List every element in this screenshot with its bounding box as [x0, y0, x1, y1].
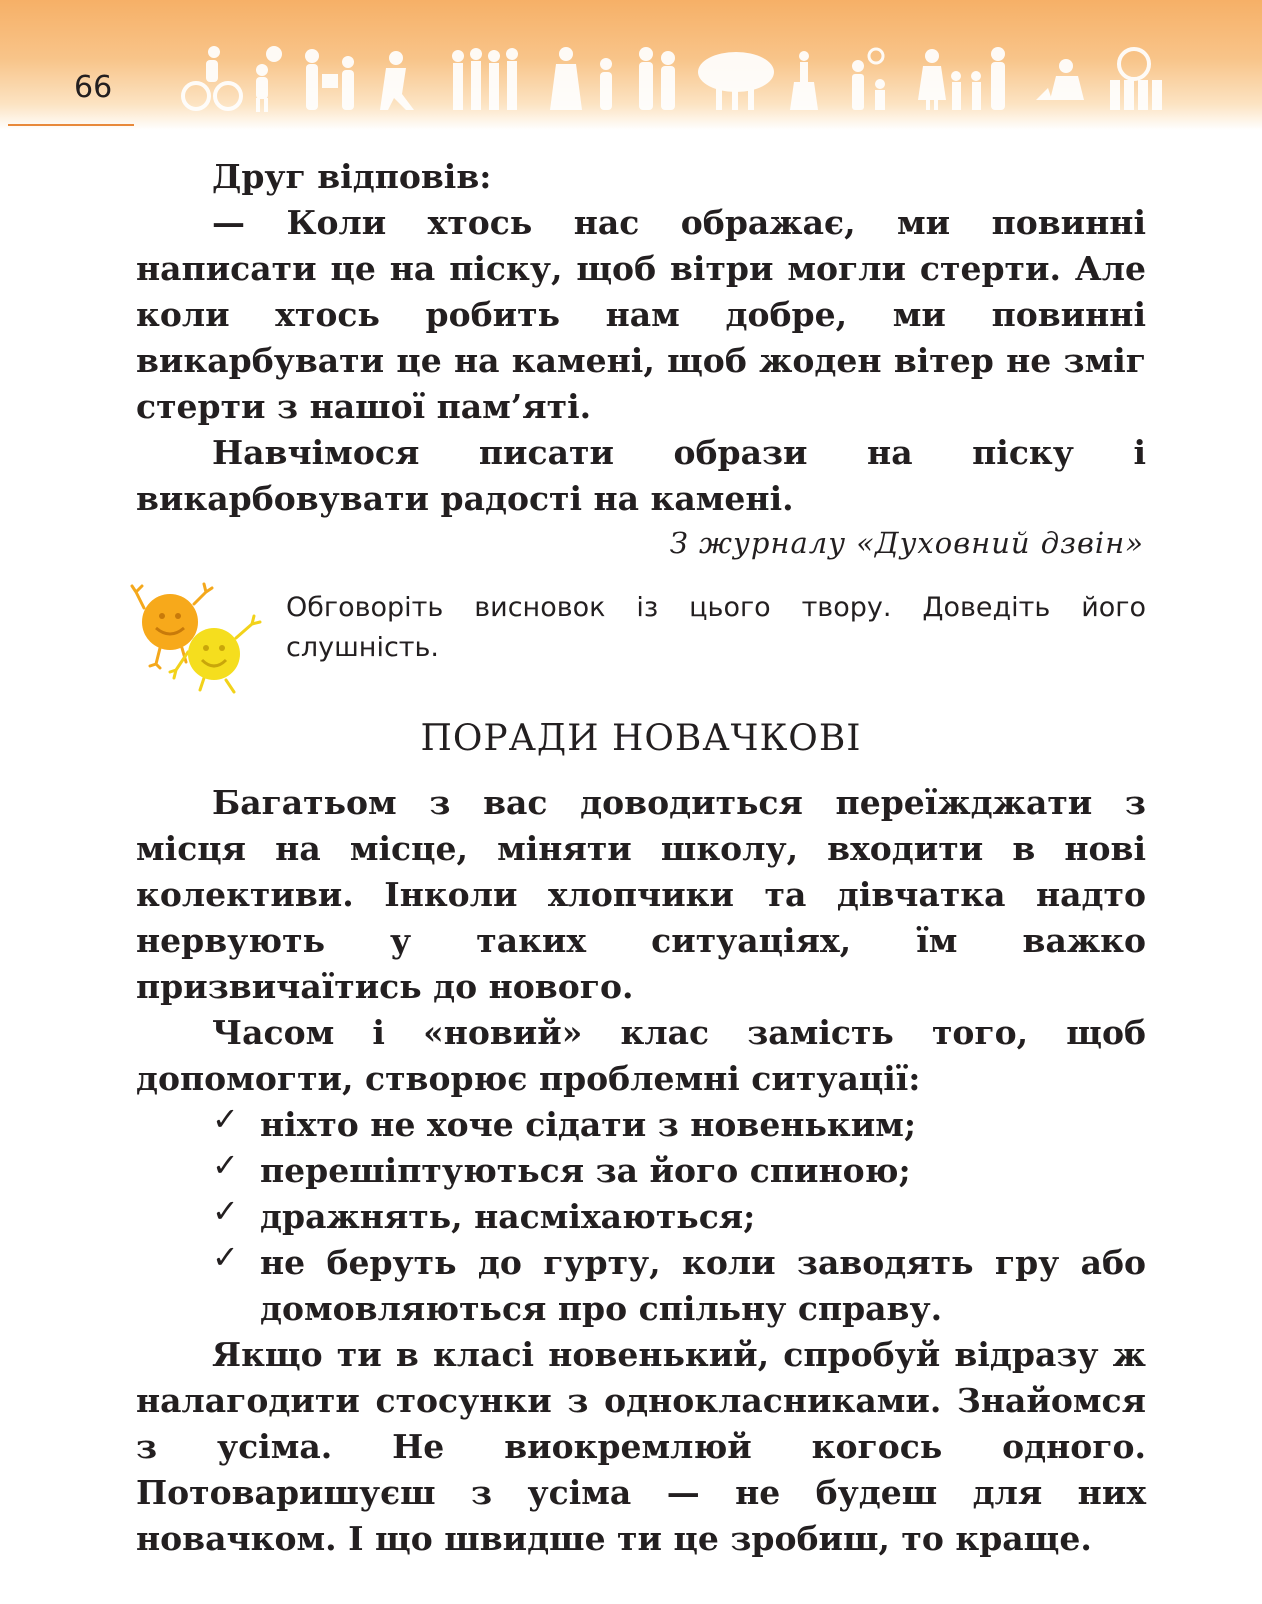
people-gift-icon — [305, 49, 354, 110]
family-icon — [639, 47, 675, 110]
list-item-text: перешіптуються за його спиною; — [260, 1151, 911, 1190]
check-icon: ✓ — [212, 1192, 239, 1230]
story-paragraph: — Коли хтось нас ображає, ми повинні написати це на піску, щоб вітри могли стерти. Але коли хтось робить нам добре, ми повинні викарбувати це на камені, щоб жоден вітер не зміг стерти з нашої пам’яті. — [136, 203, 1146, 426]
check-icon: ✓ — [212, 1146, 239, 1184]
list-item — [136, 1148, 1146, 1194]
header-rule — [8, 124, 134, 126]
check-icon: ✓ — [212, 1100, 239, 1138]
smileys-icon — [130, 582, 270, 694]
story-source: З журналу «Духовний дзвін» — [669, 526, 1144, 560]
story-paragraph: Навчімося писати образи на піску і викарбовувати радості на камені. — [136, 433, 1146, 518]
list-item — [136, 1194, 1146, 1240]
list-item-text: дражнять, насміхаються; — [260, 1197, 756, 1236]
header-figures — [176, 44, 1176, 114]
page-number: 66 — [74, 70, 113, 105]
list-item-text: не беруть до гурту, коли заводять гру або домовляються про спільну справу. — [260, 1243, 1146, 1328]
section-title: ПОРАДИ НОВАЧКОВІ — [420, 718, 862, 759]
section-paragraph: Часом і «новий» клас замість того, щоб допомогти, створює проблемні ситуації: — [136, 1013, 1146, 1098]
family-walk-icon — [918, 47, 1005, 110]
check-list — [136, 1102, 1146, 1332]
list-item — [136, 1102, 1146, 1148]
check-icon: ✓ — [212, 1238, 239, 1276]
dancers-icon — [550, 47, 612, 110]
mother-child-icon — [790, 51, 818, 110]
story-text — [136, 154, 1146, 522]
cyclist-icon — [183, 46, 241, 109]
globe-people-icon — [1110, 49, 1162, 110]
story-paragraph: Друг відповів: — [212, 157, 492, 196]
crowd-icon — [452, 48, 518, 110]
tree-icon — [698, 52, 774, 110]
list-item — [136, 1240, 1146, 1332]
adult-child-sun-icon — [852, 49, 885, 110]
section-paragraph: Якщо ти в класі новенький, спробуй відразу ж налагодити стосунки з однокласниками. Знайомся з усіма. Не виокремлюй когось одного. Потоваришуєш з усіма — не будеш для них новачком. І що швидше ти це зробиш, то краще. — [136, 1335, 1146, 1558]
gardening-icon — [1036, 59, 1084, 100]
section-text — [136, 780, 1146, 1562]
child-balloon-icon — [256, 46, 282, 112]
task-text: Обговоріть висновок із цього твору. Доведіть його слушність. — [286, 592, 1146, 663]
list-item-text: ніхто не хоче сідати з новеньким; — [260, 1105, 917, 1144]
section-paragraph: Багатьом з вас доводиться переїжджати з місця на місце, міняти школу, входити в нові колективи. Інколи хлопчики та дівчатка надто нервують у таких ситуаціях, їм важко призвичаїтись до нового. — [136, 783, 1146, 1006]
kneeling-figure-icon — [380, 51, 414, 110]
